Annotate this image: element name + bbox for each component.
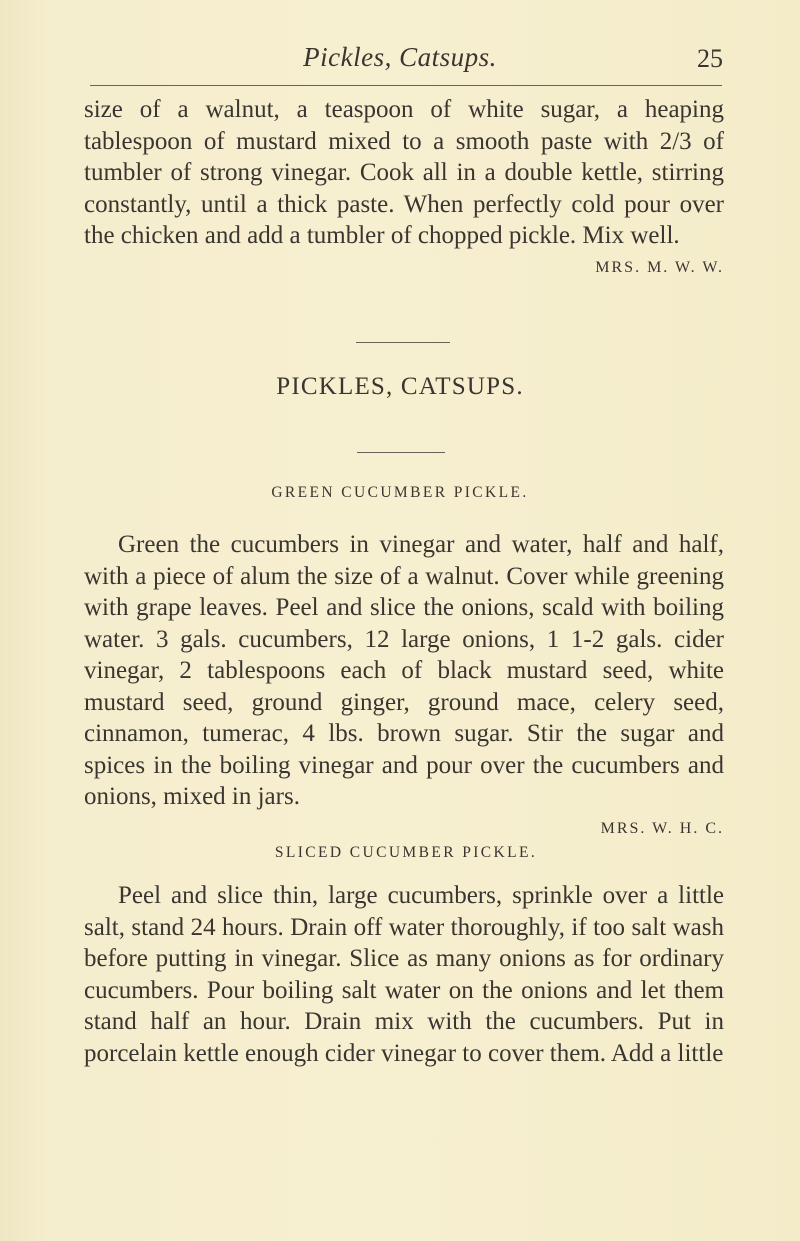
header-rule bbox=[90, 85, 722, 86]
section-rule-top bbox=[356, 342, 450, 343]
recipe-body bbox=[84, 529, 724, 844]
recipe-title: SLICED CUCUMBER PICKLE. bbox=[274, 844, 538, 861]
signature: MRS. M. W. W. bbox=[595, 258, 724, 276]
recipe-text: Green the cucumbers in vinegar and water, half and half, with a piece of alum the size of a walnut. Cover while greening with grape leaves. Peel and slice the onions, scald with boiling water. 3 gals. cucumbers, 12 large onions, 1 1-2 gals. cider vinegar, 2 tablespoons each of black mustard seed, white mustard seed, ground ginger, ground mace, celery seed, cinnamon, tumerac, 4 lbs. brown sugar. Stir the sugar and spices in the boiling vinegar and pour over the cucumbers and onions, mixed in jars. bbox=[84, 531, 724, 810]
recipe-text: Peel and slice thin, large cucumbers, sprinkle over a little salt, stand 24 hours. Drain off water thoroughly, if too salt wash before putting in vinegar. Slice as many onions as for ordinary cucumbers. Pour boiling salt water on the onions and let them stand half an hour. Drain mix with the cucumbers. Put in porcelain kettle enough cider vinegar to cover them. Add a little bbox=[84, 882, 724, 1067]
page-header bbox=[0, 0, 800, 90]
signature: MRS. W. H. C. bbox=[600, 819, 724, 837]
page-number: 25 bbox=[697, 44, 723, 73]
section-title: PICKLES, CATSUPS. bbox=[276, 373, 524, 400]
continuation-text: size of a walnut, a teaspoon of white sugar, a heaping tablespoon of mustard mixed to a smooth paste with 2/3 of tumbler of strong vinegar. Cook all in a double kettle, stirring constantly, until a thick paste. When perfectly cold pour over the chicken and add a tumbler of chopped pickle. Mix well. bbox=[84, 96, 724, 249]
recipe-title: GREEN CUCUMBER PICKLE. bbox=[271, 484, 529, 501]
section-rule-bottom bbox=[357, 452, 445, 453]
running-title: Pickles, Catsups. bbox=[303, 42, 497, 72]
continuation-paragraph bbox=[84, 94, 724, 283]
recipe-body bbox=[84, 880, 724, 1069]
